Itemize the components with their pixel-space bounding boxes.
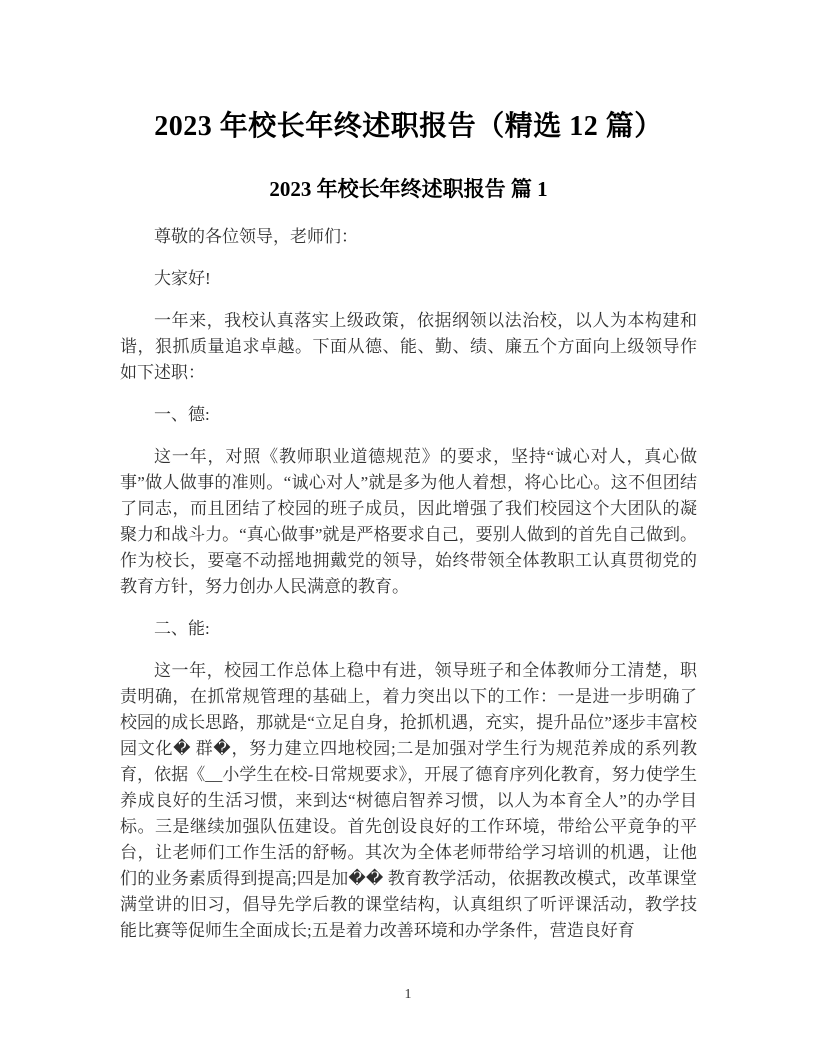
section-heading: 2023 年校长年终述职报告 篇 1: [269, 177, 548, 201]
paragraph-heading-neng: 二、能:: [154, 619, 210, 638]
paragraph-salutation: 尊敬的各位领导，老师们：: [154, 227, 358, 246]
paragraph-intro: 一年来，我校认真落实上级政策，依据纲领以法治校，以人为本构建和谐，狠抓质量追求卓越。下面从德、能、勤、绩、廉五个方面向上级领导作如下述职：: [120, 311, 697, 382]
paragraph-greeting: 大家好!: [154, 269, 211, 288]
document-title: 2023 年校长年终述职报告（精选 12 篇）: [154, 111, 663, 142]
page-number: 1: [404, 987, 412, 1002]
paragraph-heading-de: 一、德:: [154, 405, 210, 424]
paragraph-body-neng: 这一年，校园工作总体上稳中有进，领导班子和全体教师分工清楚，职责明确，在抓常规管理的基础上，着力突出以下的工作：一是进一步明确了校园的成长思路，那就是“立足自身，抢抓机遇，充实，提升品位”逐步丰富校园文化� 群�，努力建立四地校园;二是加强对学生行为规范养成的系列教育，依据《__小学生在校-日常规要求》，开展了德育序列化教育，努力使学生养成良好的生活习惯，来到达“树德启智养习惯，以人为本育全人”的办学目标。三是继续加强队伍建设。首先创设良好的工作环境，带给公平竟争的平台，让老师们工作生活的舒畅。其次为全体老师带给学习培训的机遇，让他们的业务素质得到提高;四是加�� 教育教学活动，依据教改模式，改革课堂满堂讲的旧习，倡导先学后教的课堂结构，认真组织了听评课活动，教学技能比赛等促师生全面成长;五是着力改善环境和办学条件，营造良好育: [120, 661, 697, 940]
paragraph-body-de: 这一年，对照《教师职业道德规范》的要求，坚持“诚心对人，真心做事”做人做事的准则。“诚心对人”就是多为他人着想，将心比心。这不但团结了同志，而且团结了校园的班子成员，因此增强了我们校园这个大团队的凝聚力和战斗力。“真心做事”就是严格要求自己，要别人做到的首先自己做到。作为校长，要毫不动摇地拥戴党的领导，始终带领全体教职工认真贯彻党的教育方针，努力创办人民满意的教育。: [120, 447, 697, 596]
document-body: [120, 224, 697, 944]
